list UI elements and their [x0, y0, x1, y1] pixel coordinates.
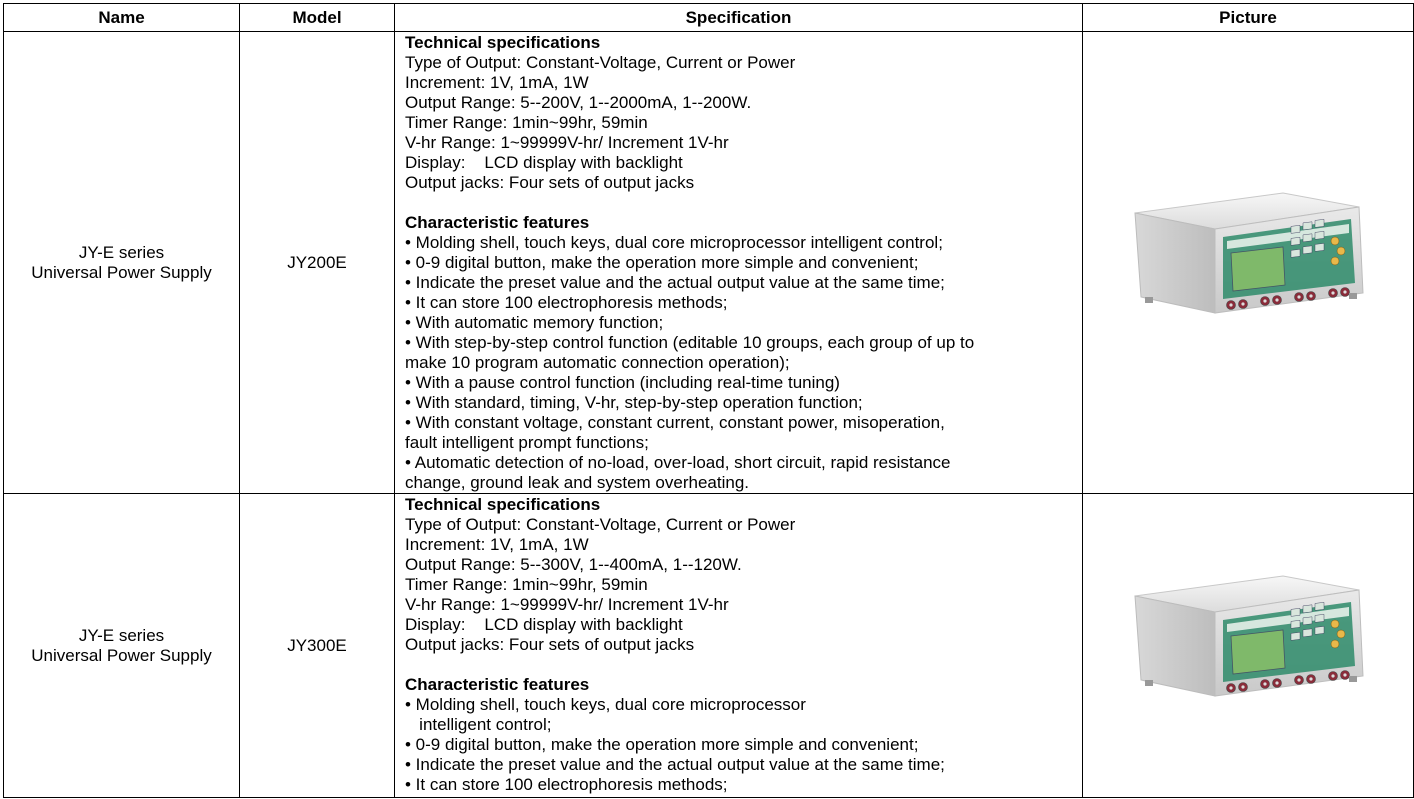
product-name-line: JY-E series: [78, 242, 165, 262]
feature-line: • It can store 100 electrophoresis methods;: [405, 775, 728, 794]
table-row: [4, 494, 1414, 798]
tech-spec-line: Timer Range: 1min~99hr, 59min: [405, 575, 648, 594]
header-picture: Picture: [1083, 4, 1414, 32]
tech-spec-line: Output jacks: Four sets of output jacks: [405, 635, 695, 654]
product-model-cell: JY200E: [240, 32, 395, 494]
picture-cell: [1083, 494, 1414, 798]
specification-cell: [395, 494, 1083, 798]
product-name-line: JY-E series: [78, 625, 165, 645]
tech-spec-line: Output Range: 5--300V, 1--400mA, 1--120W.: [405, 555, 742, 574]
feature-line: • With automatic memory function;: [405, 313, 664, 332]
power-supply-illustration: [1123, 185, 1373, 335]
tech-spec-line: Increment: 1V, 1mA, 1W: [405, 73, 589, 92]
power-supply-illustration: [1123, 568, 1373, 718]
feature-line: • With step-by-step control function (editable 10 groups, each group of up to: [405, 333, 975, 352]
spacer: [405, 655, 1082, 675]
specification-cell: [395, 32, 1083, 494]
tech-spec-line: V-hr Range: 1~99999V-hr/ Increment 1V-hr: [405, 133, 729, 152]
product-table: [3, 3, 1414, 798]
feature-line: • It can store 100 electrophoresis methods;: [405, 293, 728, 312]
feature-line: • Molding shell, touch keys, dual core microprocessor intelligent control;: [405, 233, 943, 252]
picture-cell: [1083, 32, 1414, 494]
feature-line: • With a pause control function (including real-time tuning): [405, 373, 840, 392]
tech-spec-title: Technical specifications: [405, 495, 601, 514]
feature-line: • With constant voltage, constant current, constant power, misoperation,: [405, 413, 945, 432]
tech-spec-line: Type of Output: Constant-Voltage, Current or Power: [405, 53, 796, 72]
spacer: [405, 193, 1082, 213]
features-title: Characteristic features: [405, 213, 590, 232]
feature-line: • 0-9 digital button, make the operation more simple and convenient;: [405, 735, 919, 754]
tech-spec-line: Type of Output: Constant-Voltage, Current or Power: [405, 515, 796, 534]
tech-spec-line: V-hr Range: 1~99999V-hr/ Increment 1V-hr: [405, 595, 729, 614]
features-title: Characteristic features: [405, 675, 590, 694]
feature-line: • Indicate the preset value and the actual output value at the same time;: [405, 273, 945, 292]
power-supply-image: [1123, 568, 1373, 723]
tech-spec-title: Technical specifications: [405, 33, 601, 52]
feature-line: • 0-9 digital button, make the operation more simple and convenient;: [405, 253, 919, 272]
header-model: Model: [240, 4, 395, 32]
power-supply-image: [1123, 185, 1373, 340]
product-name-cell: [4, 494, 240, 798]
tech-spec-line: Output jacks: Four sets of output jacks: [405, 173, 695, 192]
header-name: Name: [4, 4, 240, 32]
tech-spec-line: Display: LCD display with backlight: [405, 153, 683, 172]
feature-line: fault intelligent prompt functions;: [405, 433, 649, 452]
feature-line: • Molding shell, touch keys, dual core microprocessor: [405, 695, 806, 714]
feature-line: change, ground leak and system overheating.: [405, 473, 750, 492]
feature-line: • Automatic detection of no-load, over-load, short circuit, rapid resistance: [405, 453, 951, 472]
table-row: [4, 32, 1414, 494]
product-name-cell: [4, 32, 240, 494]
spec-list: [405, 495, 1082, 796]
feature-line: intelligent control;: [405, 715, 552, 734]
product-name-line: Universal Power Supply: [31, 645, 212, 665]
feature-line: • With standard, timing, V-hr, step-by-step operation function;: [405, 393, 863, 412]
product-name-line: Universal Power Supply: [31, 262, 212, 282]
product-model-cell: JY300E: [240, 494, 395, 798]
tech-spec-line: Timer Range: 1min~99hr, 59min: [405, 113, 648, 132]
header-row: [4, 4, 1414, 32]
feature-line: make 10 program automatic connection operation);: [405, 353, 790, 372]
spec-list: [405, 33, 1082, 493]
tech-spec-line: Display: LCD display with backlight: [405, 615, 683, 634]
tech-spec-line: Increment: 1V, 1mA, 1W: [405, 535, 589, 554]
tech-spec-line: Output Range: 5--200V, 1--2000mA, 1--200W.: [405, 93, 752, 112]
header-specification: Specification: [395, 4, 1083, 32]
feature-line: • Indicate the preset value and the actual output value at the same time;: [405, 755, 945, 774]
